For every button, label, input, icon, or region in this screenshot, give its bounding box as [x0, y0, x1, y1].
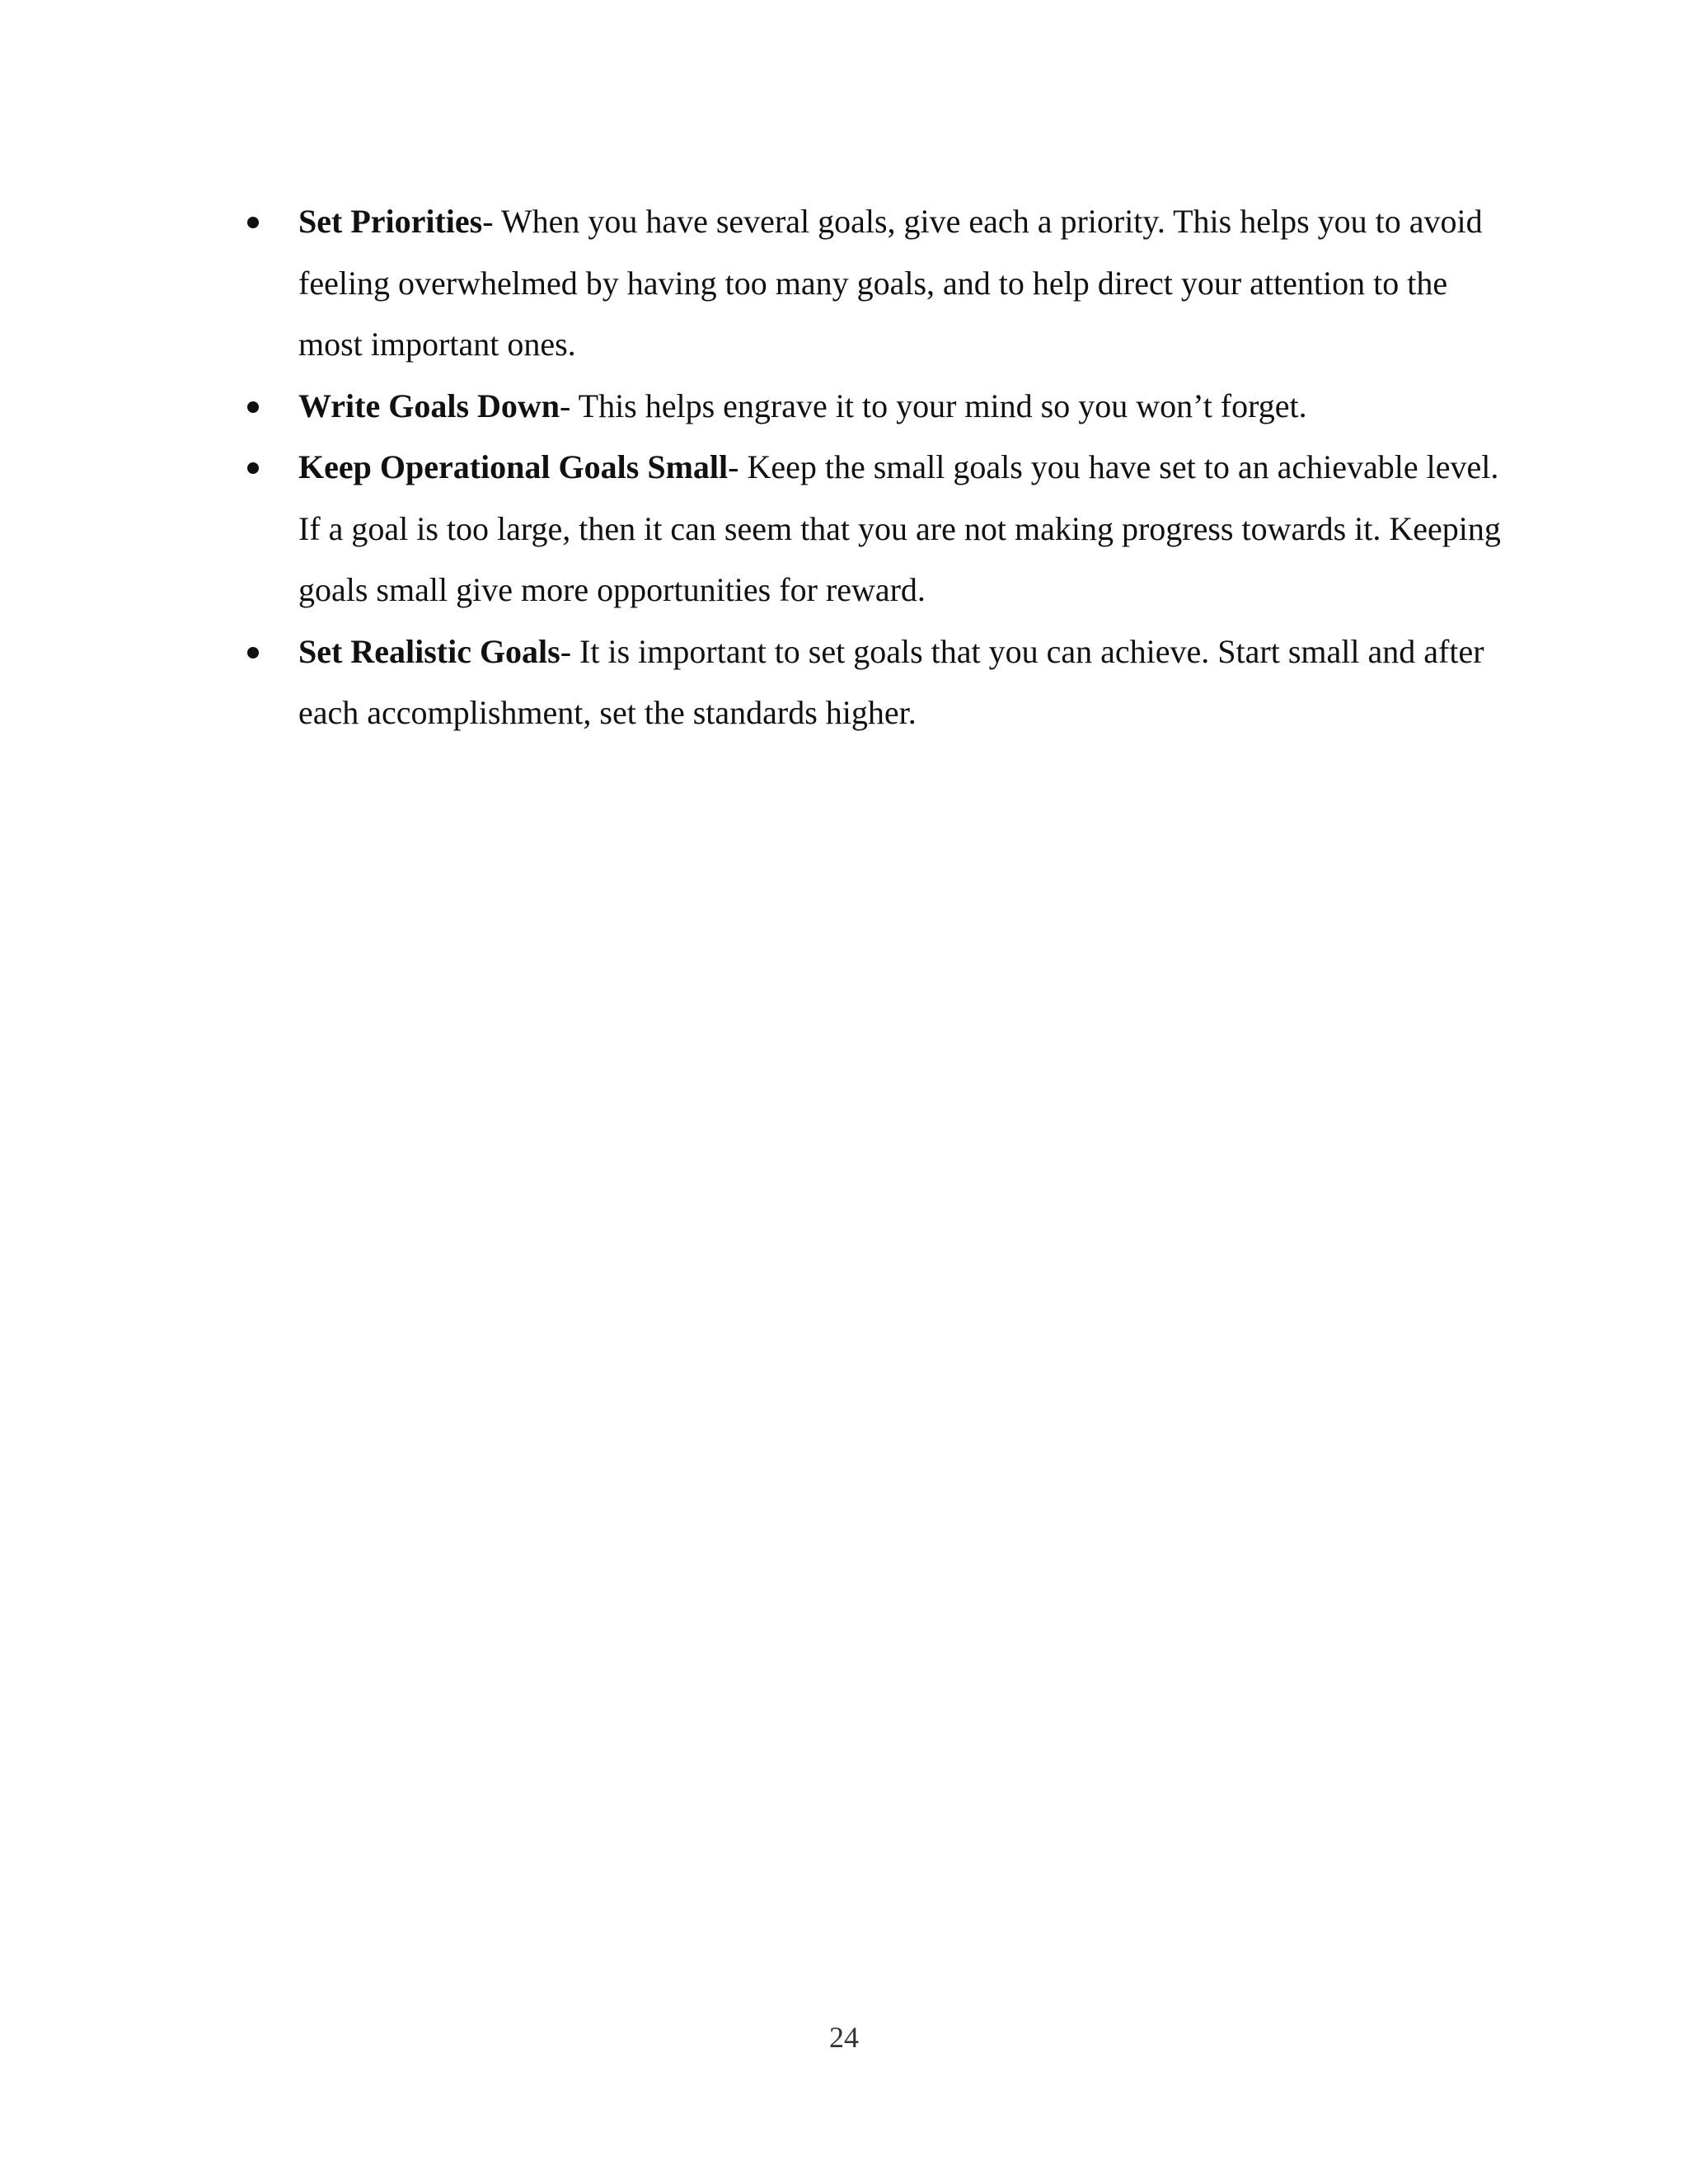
page-number: 24: [829, 2021, 859, 2054]
bullet-icon: [247, 462, 259, 474]
bullet-icon: [247, 217, 259, 228]
item-text: - It is important to set goals that you can achieve. Start small and after each accomplishment, set the standards higher.: [298, 632, 1484, 731]
item-term: Keep Operational Goals Small: [298, 448, 729, 485]
bullet-icon: [247, 401, 259, 413]
list-item-keep-operational-goals-small: [0, 437, 1510, 621]
item-term: Write Goals Down: [298, 387, 560, 424]
item-text: - Keep the small goals you have set to an achievable level. If a goal is too large, then it can seem that you are not making progress towards it. Keeping goals small give more opportunities for reward.: [298, 448, 1501, 608]
item-term: Set Realistic Goals: [298, 632, 560, 670]
list-item-write-goals-down: [0, 376, 1510, 438]
item-term: Set Priorities: [298, 203, 483, 240]
list-item-set-realistic-goals: [0, 621, 1510, 744]
list-item-set-priorities: [0, 191, 1510, 376]
item-text: - This helps engrave it to your mind so you won’t forget.: [560, 387, 1307, 424]
item-text: - When you have several goals, give each a priority. This helps you to avoid feeling overwhelmed by having too many goals, and to help direct your attention to the most important ones.: [298, 203, 1483, 363]
bullet-icon: [247, 647, 259, 658]
goal-tips-list: [0, 191, 1688, 744]
